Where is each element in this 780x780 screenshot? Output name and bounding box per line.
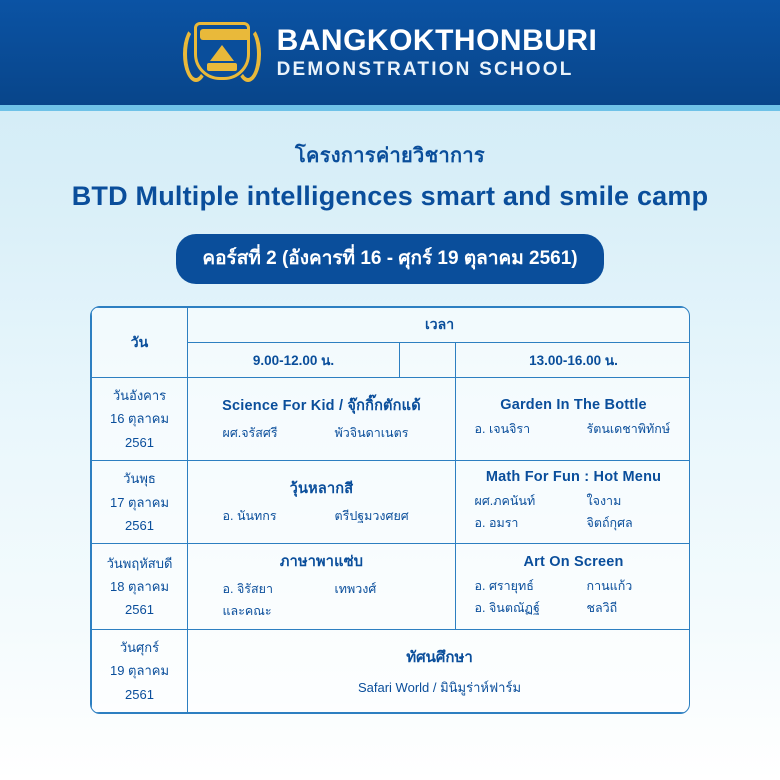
day-name: วันพุธ [123,471,156,487]
subject-title: Art On Screen [523,553,624,570]
teacher-list [460,419,687,441]
school-crest-icon [183,12,261,94]
page-header [0,0,780,105]
teacher-list [460,576,687,620]
teacher-surname: รัตนเดชาพิทักษ์ [586,422,671,437]
table-row [92,630,691,713]
teacher-row [192,506,451,528]
afternoon-cell [456,544,691,630]
day-cell [92,544,188,630]
subject-title: Science For Kid / จุ๊กกิ๊กตักแด้ [222,397,421,414]
day-cell [92,461,188,544]
crest-band [200,29,250,40]
subject-title: วุ้นหลากสี [289,480,354,497]
shield-icon [194,22,250,80]
full-day-cell [188,630,691,713]
teacher-list [192,423,451,445]
morning-cell [188,461,456,544]
teacher-list [192,579,451,623]
teacher-row [192,579,451,601]
teacher-name: อ. จินตณัฏฐ์ [474,600,540,615]
table-header-row [92,308,691,343]
thai-title: โครงการค่ายวิชาการ [295,145,485,167]
teacher-name: ผศ.ภคนันท์ [474,494,536,509]
teacher-row [460,513,687,535]
day-date: 16 ตุลาคม 2561 [109,411,170,450]
header-time: เวลา [188,308,691,343]
day-name: วันพฤหัสบดี [106,555,173,571]
header-slot-afternoon: 13.00-16.00 น. [456,343,691,378]
day-name: วันศุกร์ [119,640,160,656]
day-cell [92,378,188,461]
teacher-surname: จิตถ์กุศล [586,516,633,531]
teacher-name: อ. จิรัสยา [222,582,273,597]
teacher-surname [335,601,421,623]
subject-title: ทัศนศึกษา [406,648,473,666]
morning-cell [188,544,456,630]
teacher-row [192,601,451,623]
school-name [277,26,598,79]
teacher-row [460,419,687,441]
schedule-table [91,307,690,713]
teacher-row [460,598,687,620]
teacher-surname: ชลวิถี [586,600,618,615]
title-block [0,111,780,284]
subject-title: ภาษาพาแซ่บ [279,554,364,571]
day-date: 18 ตุลาคม 2561 [109,579,170,618]
teacher-row [192,423,451,445]
teacher-list [192,506,451,528]
teacher-name: อ. เจนจิรา [474,422,531,437]
teacher-list [460,491,687,535]
header-slot-morning: 9.00-12.00 น. [188,343,400,378]
teacher-row [460,491,687,513]
day-name: วันอังคาร [112,388,167,403]
teacher-row [460,576,687,598]
teacher-surname: เทพวงศ์ [334,582,377,597]
subject-detail: Safari World / มินิมูร่าห์ฟาร์ม [357,679,522,695]
crest-base [207,63,237,71]
day-date: 17 ตุลาคม 2561 [109,494,170,533]
teacher-surname: ตรีปฐมวงศยศ [334,508,409,523]
schedule-table-wrapper [90,306,690,714]
teacher-name: อ. อมรา [474,516,519,531]
course-badge: คอร์สที่ 2 (อังคารที่ 16 - ศุกร์ 19 ตุลาคม 2561) [176,234,603,284]
table-row [92,378,691,461]
morning-cell [188,378,456,461]
afternoon-cell [456,378,691,461]
temple-icon [210,45,234,61]
teacher-surname: กานแก้ว [586,578,633,593]
day-cell [92,630,188,713]
school-name-line2: DEMONSTRATION SCHOOL [276,58,574,80]
day-date: 19 ตุลาคม 2561 [109,663,170,702]
english-title: BTD Multiple intelligences smart and smile camp [71,181,709,211]
subject-title: Math For Fun : Hot Menu [485,469,662,486]
teacher-name: ผศ.จรัสศรี [222,425,278,440]
school-name-line1: BANGKOKTHONBURI [276,24,598,58]
teacher-surname: พัวจินดาเนตร [334,425,409,440]
teacher-surname: ใจงาม [586,494,622,509]
table-row [92,461,691,544]
header-day: วัน [92,308,188,378]
subject-title: Garden In The Bottle [500,397,647,414]
afternoon-cell [456,461,691,544]
teacher-name: อ. นันทกร [222,508,277,523]
header-slot-gap [400,343,456,378]
teacher-name: อ. ศรายุทธ์ [474,578,534,593]
header-inner [183,12,598,94]
teacher-name: และคณะ [222,604,272,619]
table-row [92,544,691,630]
